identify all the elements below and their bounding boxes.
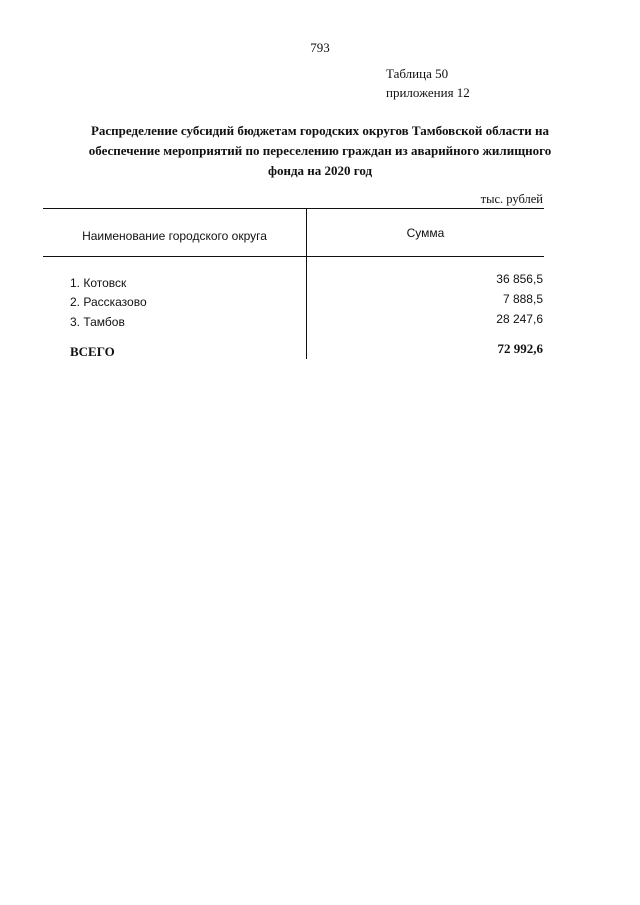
column-header-name: Наименование городского округа [82, 229, 267, 243]
table-row-sum: 7 888,5 [502, 292, 543, 306]
table-row-name: 3. Тамбов [70, 315, 125, 329]
total-row-sum: 72 992,6 [497, 341, 543, 356]
table-reference [386, 64, 470, 102]
title-line-1: Распределение субсидий бюджетам городских округов Тамбовской области на [90, 123, 550, 138]
table-row-sum: 36 856,5 [496, 272, 543, 286]
appendix-label: приложения 12 [386, 85, 470, 100]
table-row-name: 1. Котовск [70, 276, 127, 290]
table-row-sum: 28 247,6 [496, 312, 543, 326]
column-header-sum: Сумма [406, 226, 445, 240]
total-row-name: ВСЕГО [70, 344, 115, 359]
document-title [50, 121, 590, 181]
table-header-rule [43, 256, 544, 257]
title-line-2: обеспечение мероприятий по переселению граждан из аварийного жилищного [88, 143, 552, 158]
page-number: 793 [310, 40, 330, 55]
table-top-rule [43, 208, 544, 209]
table-row-name: 2. Рассказово [70, 295, 147, 309]
table-label: Таблица 50 [386, 66, 449, 81]
title-line-3: фонда на 2020 год [267, 163, 373, 178]
units-label: тыс. рублей [480, 192, 543, 206]
